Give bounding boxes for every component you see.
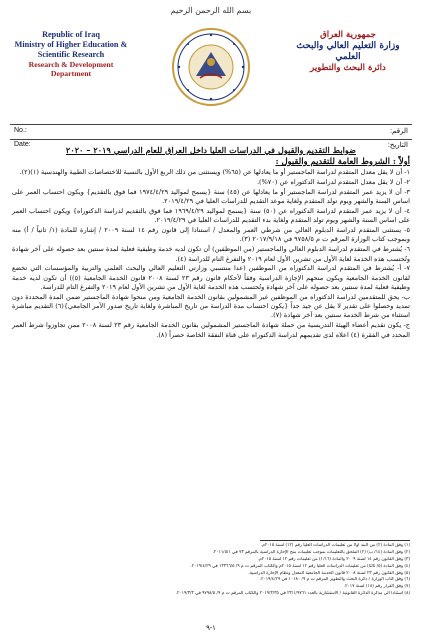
page-number: ١-٩ [206, 625, 216, 632]
meta-divider [10, 139, 412, 140]
footnote: (٢) وفق المادة (١٤/ ب) (٢) الملحق بالتعليمات بموجب تعليمات منح الإجازة الدراسية بالمرقم ٧٣ في ٢٠١١/٥/١. [212, 549, 410, 555]
date-label-arabic: التاريخ: [387, 142, 408, 149]
clause-paragraph: ٧- أ- يُشترط في المتقدم لدراسة الدكتوراه من الموظفين (عدا منتسبي وزارتي التعليم العالي والبحث العلمي والتربية والمؤسسات التي تخضع لقانون الخدمة الجامعية ويكون منحهم الإجازة الدراسية وفقاً لأحكام قانون رقم ٢٣ لسنة ٢٠٠٨ قانون الخدمة الجامعية (٥)) أن تكون لديه خدمة وظيفية فعلية لمدة سنتين بعد حصوله على آخر شهادة وتُحتسب هذه الخدمة لغاية الأول من تشرين الأول لعام ٢٠١٩ والتفرغ التام للدراسة. [12, 264, 411, 291]
clause-paragraph: ٤- أن لا يزيد عمر المتقدم لدراسة الدكتوراه عن (٥٠) سنة {يسمح لمواليد ١٩٦٩/٤/٢٩ فما فوق بالتقديم لدراسة الدكتوراه} ويكون احتساب العمر على اساس السنة والشهر ويوم تولد المتقدم ولغاية بدء التقديم للدراسات العليا في ٢٠١٩/٤/٢٩. [12, 206, 410, 225]
footnote: (٥) وفق القانون رقم ٢٣ لسنة ٢٠٠٨ قانون الخدمة الجامعية المعدل ونظام الإجازة الدراسية. [248, 570, 410, 576]
letterhead-en-line: Research & Development [28, 59, 114, 69]
footnote: (٦) وفق كتاب الوزارة / دائرة البحث والتطوير المرقم ت م ٩/ ١٠١٨٠ في ٢٠١٩/٤/٢٩. [259, 577, 410, 583]
no-label: No.: [14, 127, 27, 134]
letterhead-en-line: Republic of Iraq [42, 30, 100, 39]
letterhead-ar-line: جمهورية العراق [320, 30, 376, 40]
footnote: (٣) وفق القانون رقم ١٤ لسنة ٢٠٠٩ والمادة (١٦/ أ) من تعليمات رقم ١٢ لسنة ٢٠١٥م. [257, 556, 410, 562]
clause-paragraph: ١- أن لا يقل معدل المتقدم لدراسة الماجستير أو ما يعادلها عن (٦٥%) ويستثنى من ذلك الربع الأول بالنسبة للاختصاصات الطبية والهندسية (١)(٢). [19, 168, 410, 176]
meta-divider [10, 124, 412, 125]
clause-paragraph: ٣- أن لا يزيد عمر المتقدم لدراسة الماجستير أو ما يعادلها عن (٤٥) سنة {يسمح لمواليد ١٩٧٤/٤/٢٩ فما فوق بالتقديم} ويكون احتساب العمر على اساس السنة والشهر ويوم تولد المتقدم ولغاية موعد التقديم للدراسات العليا في ٢٠١٩/٤/٢٩. [12, 187, 410, 206]
footnote: (٧) وفق القرار رقم (١٨) لسنة ٢٠١٧. [343, 584, 410, 590]
document-body [12, 168, 410, 340]
footnote: (١) وفق المادة (٢) من البند أولاً من تعليمات الدراسات العليا رقم (١٢) لسنة ٢٠١٥م. [260, 543, 410, 548]
clause-paragraph: ٦- يُشترط في المتقدم لدراسة الدبلوم العالي والماجستير (من الموظفين) أن تكون لديه خدمة وظيفية فعلية لمدة سنتين بعد حصوله على آخر شهادة وتُحتسب هذه الخدمة لغاية الأول من تشرين الأول لعام ٢٠١٩ والتفرغ التام للدراسة (٤). [12, 245, 410, 263]
letterhead-en-line: Scientific Research [37, 49, 105, 59]
clause-paragraph: ج- يكون تقديم أعضاء الهيئة التدريسية من حملة شهادة الماجستير المشمولين بقانون الخدمة الجامعية رقم ٢٣ لسنة ٢٠٠٨ ممن تجاوزوا شرط العمر المحدد في الفقرة (٤) اعلاه لدى تقديمهم لدراسة الدكتوراه على قناة النفقة الخاصة حصراً (٨). [12, 321, 411, 339]
footnotes [10, 543, 410, 598]
clause-paragraph: ٢- أن لا يقل معدل المتقدم لدراسة الدكتوراه عن (٧٠%). [256, 177, 410, 186]
letterhead-arabic [288, 30, 408, 74]
footnote: (٨) استناداً الى مذكرة الدائرة القانونية / الاستشارية بالعدد ٢٣/١/٩٧٦١ في ٢٠١٩/٣/٣٥ والكتاب المرقم ت م ٩/ ٩٧٩٨/٥ في ٢٠١٩/٣/٣. [175, 591, 410, 597]
document-title: ضوابط التقديم والقبول في الدراسات العليا داخل العراق للعام الدراسي ٢٠١٩ – ٢٠٢٠ [65, 145, 357, 155]
letterhead-en-line: Ministry of Higher Education & [14, 39, 128, 49]
basmala: بسم الله الرحمن الرحيم [170, 6, 252, 15]
clause-paragraph: ٥- يستثنى المتقدم لدراسة الدبلوم العالي من شرطي العمر والمعدل / استنادا إلى قانون رقم ١٤ لسنة ٢٠٠٩ / إشارة للمادة (١/ ثانياً / أ) منه وبموجب كتاب الوزارة المرقم ت م ٩٧٥٨/٥ في ٢٠١٧/٩/١٨ (٣). [12, 226, 410, 244]
clause-paragraph: ب- يحق للمتقدمين لدراسة الدكتوراه من الموظفين غير المشمولين بقانون الخدمة الجامعية ومن منحوا شهادة الماجستير ضمن المدة المحددة دون تمديد وحصلوا على تقدير لا يقل عن جيد جداً {يكون احتساب مدة الدراسة من تاريخ المباشرة ولغاية تاريخ صدور الأمر الجامعي}(٦) التقديم مباشرة استثناء من شرط الخدمة سنتين بعد آخر شهادة (٧). [12, 292, 410, 320]
footnote: (٤) وفق المادة (٥/ ثالثاً) من تعليمات الدراسات العليا رقم ١٢ لسنة ٢٠١٥م والكتاب المرقم ت م ٩/ ١٣٣٦٦/٥ في ٢٠١٩/٤/٢٩. [190, 563, 410, 569]
number-label: الرقم: [390, 128, 408, 135]
letterhead-english [12, 30, 130, 78]
letterhead-ar-line: دائرة البحث والتطوير [310, 63, 386, 74]
footnote-divider [260, 540, 410, 541]
section-heading: أولاً : الشروط العامة للتقديم والقبول : [275, 156, 410, 166]
date-label: Date: [14, 141, 31, 148]
letterhead-ar-line: وزارة التعليم العالي والبحث العلمي [296, 40, 400, 62]
letterhead-en-line: Department [50, 68, 92, 78]
ministry-seal-icon [166, 26, 256, 108]
